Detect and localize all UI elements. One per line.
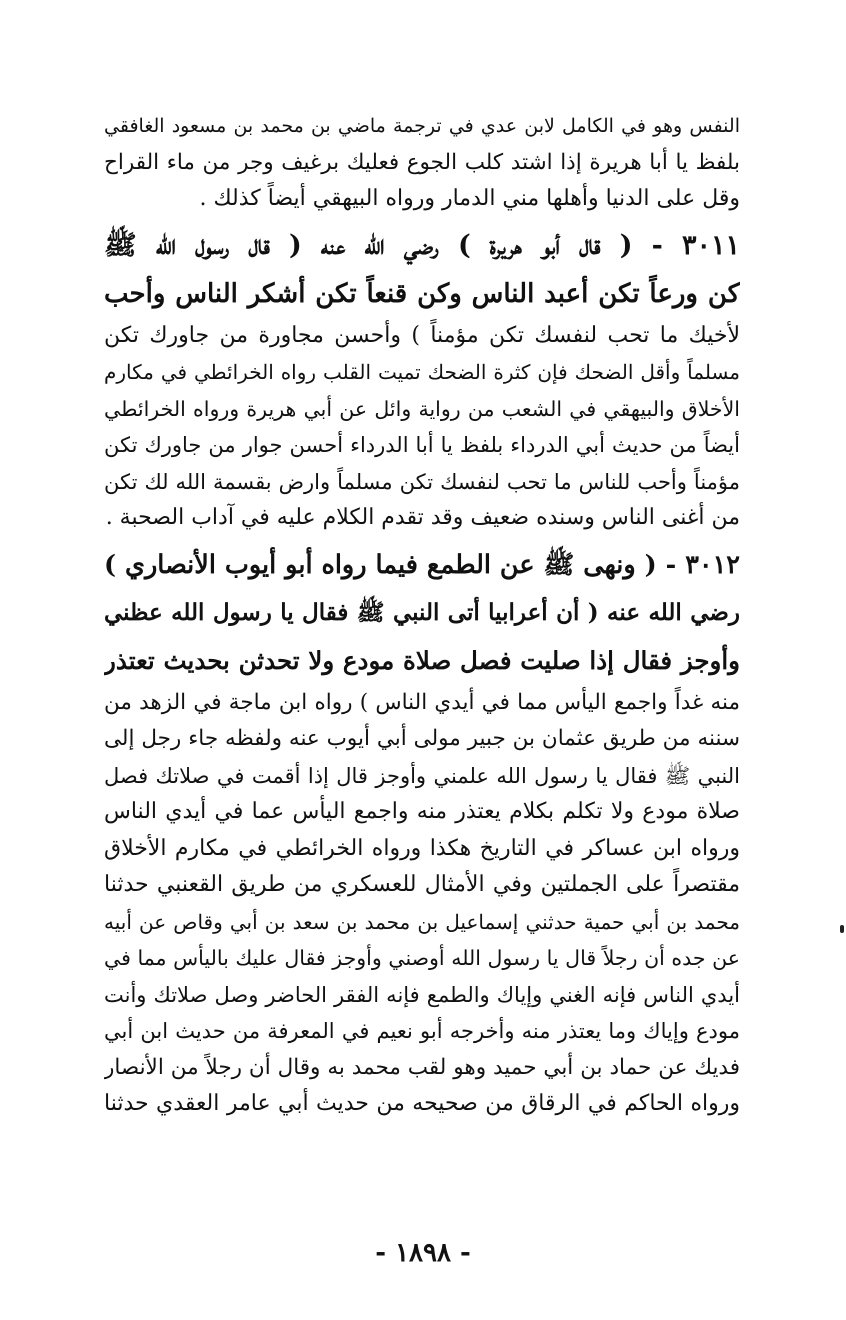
text-line: أيدي الناس فإنه الغني وإياك والطمع فإنه الفقر الحاضر وصل صلاتك وأنت xyxy=(104,982,740,1007)
text-line: محمد بن أبي حمية حدثني إسماعيل بن محمد بن سعد بن أبي وقاص عن أبيه xyxy=(104,909,740,934)
text-line: ٣٠١١ - ( قال أبو هريرة ) رضي الله عنه ( قال رسول الله ﷺ xyxy=(104,229,740,261)
text-line: ٣٠١٢ - ( ونهى ﷺ عن الطمع فيما رواه أبو أيوب الأنصاري ) xyxy=(104,549,740,580)
text-line: مودع وإياك وما يعتذر منه وأخرجه أبو نعيم في المعرفة من حديث ابن أبي xyxy=(104,1019,740,1043)
text-line: صلاة مودع ولا تكلم بكلام يعتذر منه واجمع اليأس عما في أيدي الناس xyxy=(104,799,740,824)
page-body-text xyxy=(104,108,740,1123)
text-line: وقل على الدنيا وأهلها مني الدمار ورواه البيهقي أيضاً كذلك . xyxy=(199,186,740,211)
text-line: الأخلاق والبيهقي في الشعب من رواية وائل عن أبي هريرة ورواه الخرائطي xyxy=(104,396,740,421)
text-line: عن جده أن رجلاً قال يا رسول الله أوصني وأوجز فقال عليك باليأس مما في xyxy=(104,946,740,970)
text-line: مؤمناً وأحب للناس ما تحب لنفسك تكن مسلماً وارض بقسمة الله لك تكن xyxy=(104,469,740,494)
text-line: النفس وهو في الكامل لابن عدي في ترجمة ماضي بن محمد بن مسعود الغافقي xyxy=(104,115,740,137)
text-line: كن ورعاً تكن أعبد الناس وكن قنعاً تكن أشكر الناس وأحب xyxy=(104,278,740,309)
text-line: من أغنى الناس وسنده ضعيف وقد تقدم الكلام عليه في آداب الصحبة . xyxy=(105,505,740,530)
text-line: بلفظ يا أبا هريرة إذا اشتد كلب الجوع فعليك برغيف وجر من ماء القراح xyxy=(104,149,740,175)
text-line: النبي ﷺ فقال يا رسول الله علمني وأوجز قال إذا أقمت في صلاتك فصل xyxy=(104,763,740,788)
text-line: فديك عن حماد بن أبي حميد وهو لقب محمد به وقال أن رجلاً من الأنصار xyxy=(104,1054,740,1080)
text-line: لأخيك ما تحب لنفسك تكن مؤمناً ) وأحسن مجاورة من جاورك تكن xyxy=(104,322,740,348)
text-line: رضي الله عنه ( أن أعرابيا أتى النبي ﷺ فقال يا رسول الله عظني xyxy=(104,598,740,626)
text-line: ورواه الحاكم في الرقاق من صحيحه من حديث أبي عامر العقدي حدثنا xyxy=(104,1091,740,1116)
text-line: وأوجز فقال إذا صليت فصل صلاة مودع ولا تحدثن بحديث تعتذر xyxy=(104,645,740,675)
text-line: مقتصراً على الجملتين وفي الأمثال للعسكري من طريق القعنبي حدثنا xyxy=(104,872,740,897)
text-line: ورواه ابن عساكر في التاريخ هكذا ورواه الخرائطي في مكارم الأخلاق xyxy=(104,835,740,861)
text-line: سننه من طريق عثمان بن جبير مولى أبي أيوب عنه ولفظه جاء رجل إلى xyxy=(104,726,740,751)
page-number: - ١٨٩٨ - xyxy=(375,1238,471,1268)
text-line: مسلماً وأقل الضحك فإن كثرة الضحك تميت القلب رواه الخرائطي في مكارم xyxy=(104,360,740,384)
margin-mark xyxy=(840,925,844,933)
text-line: منه غداً واجمع اليأس مما في أيدي الناس ) رواه ابن ماجة في الزهد من xyxy=(104,689,740,715)
text-line: أيضاً من حديث أبي الدرداء بلفظ يا أبا الدرداء أحسن جوار من جاورك تكن xyxy=(104,433,740,457)
